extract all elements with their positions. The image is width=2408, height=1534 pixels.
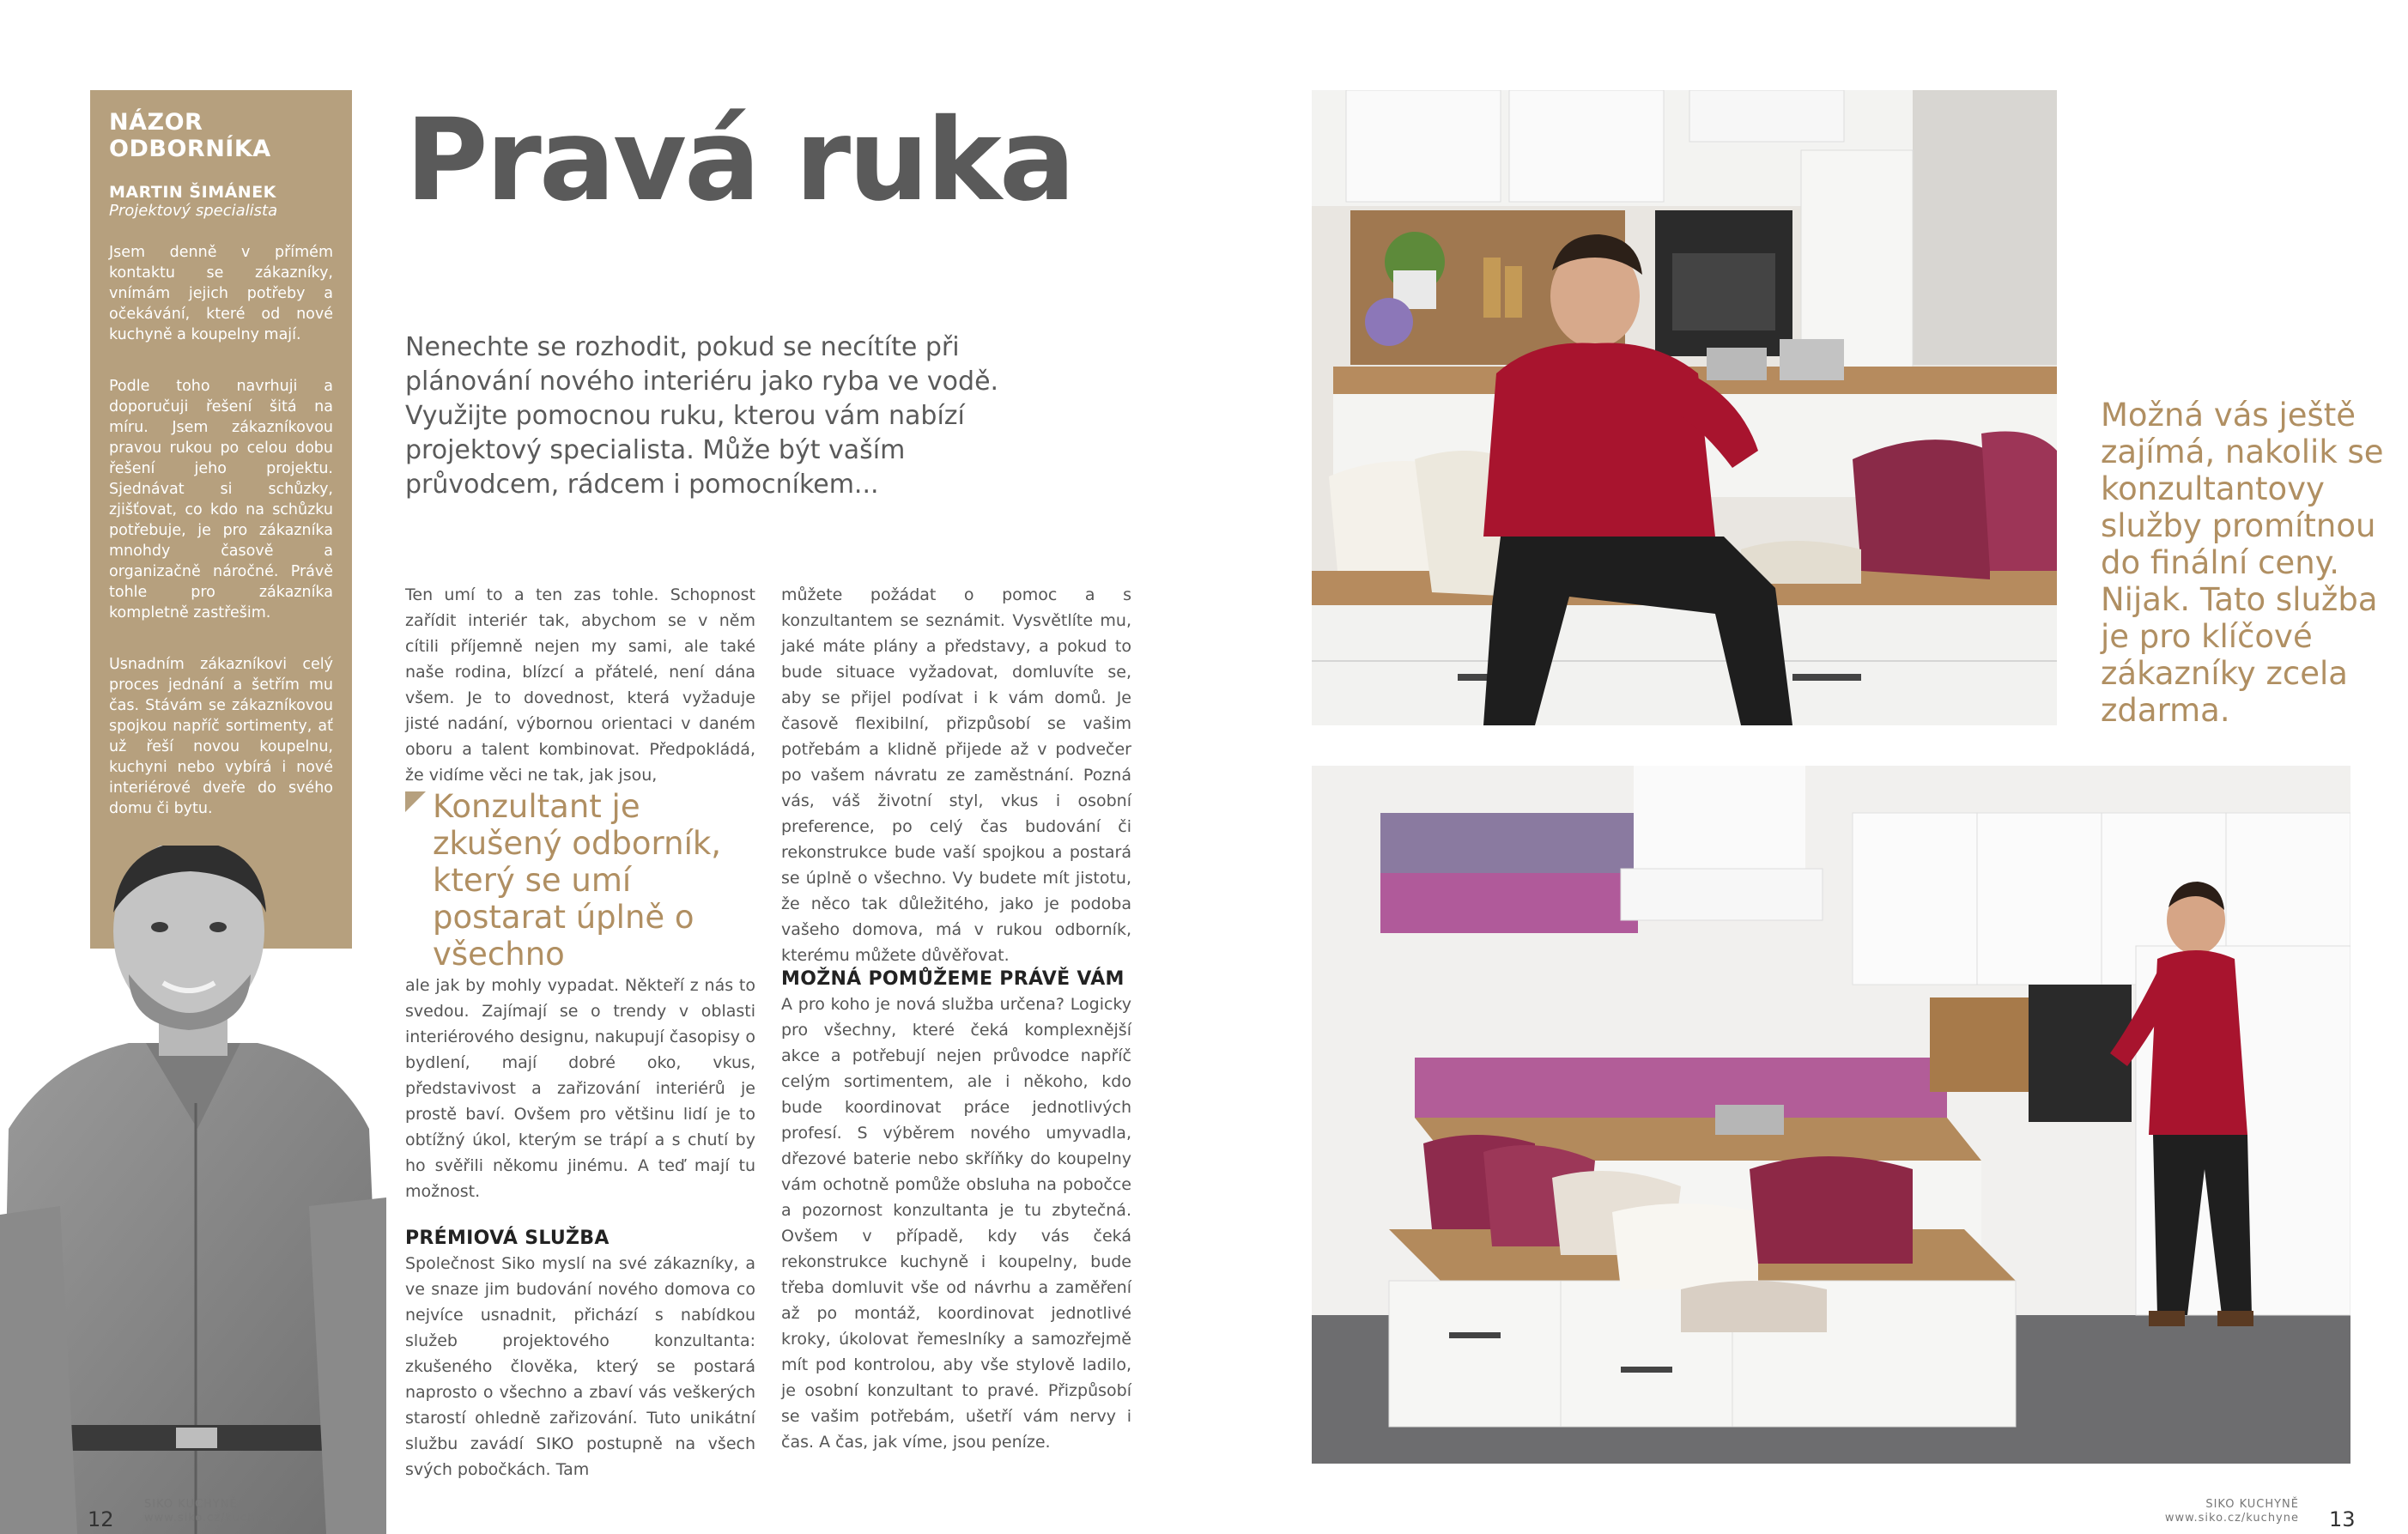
footer-brand-name: SIKO KUCHYNĚ bbox=[144, 1498, 238, 1511]
body-paragraph: A pro koho je nová služba určena? Logicky pro všechny, které čeká komplexnější akce a potřebují nejen průvodce napříč celým sortimentem, ale i někoho, kdo bude koordinovat práce jednotlivých profesí. S výběrem nového umyvadla, dřezové baterie nebo skříňky do koupelny vám ochotně pomůže obsluha na pobočce a pozornost konzultanta je tu zbytečná. Ovšem v případě, kdy vás čeká rekonstrukce kuchyně i koupelny, bude třeba domluvit vše od návrhu a zaměření až po montáž, koordinovat jednotlivé kroky, úkolovat řemeslníky a samozřejmě mít pod kontrolou, aby vše stylově ladilo, je osobní konzultant to pravé. Přizpůsobí se vašim potřebám, ušetří vám nervy i čas. A čas, jak víme, jsou peníze. bbox=[781, 995, 1131, 1452]
section-heading-maybe: MOŽNÁ POMŮŽEME PRÁVĚ VÁM bbox=[781, 968, 1125, 990]
expert-portrait-photo bbox=[0, 846, 386, 1534]
footer-brand-name: SIKO KUCHYNĚ bbox=[2205, 1498, 2299, 1511]
sidebar-paragraph: Podle toho navrhuji a doporučuji řešení šitá na míru. Jsem zákazníkovou pravou rukou po celou dobu řešení jeho projektu. Sjednávat si schůzky, zjišťovat, co kdo na schůzku potřebuje, je pro zákazníka mnohdy časově a organizačně náročné. Právě tohle pro zákazníka kompletně zastřešim. bbox=[109, 378, 333, 621]
footer-brand-right bbox=[2163, 1498, 2299, 1525]
sidebar-paragraph: Usnadním zákazníkovi celý proces jednání a šetřím mu čas. Stávám se zákazníkovou spojkou napříč sortimenty, ať už řeší novou koupelnu, kuchyni nebo vybírá i nové interiérové dveře do svého domu či bytu. bbox=[109, 656, 333, 817]
column-1-part-1 bbox=[405, 582, 755, 788]
page-number-right: 13 bbox=[2329, 1507, 2356, 1531]
column-1-part-2 bbox=[405, 973, 755, 1204]
side-quote: Možná vás ještě zajímá, nakolik se konzultantovy služby promítnou do finální ceny. Nijak. Tato služba je pro klíčové zákazníky zcela zdarma. bbox=[2101, 397, 2384, 729]
article-title: Pravá ruka bbox=[405, 94, 1073, 227]
column-2-part-2 bbox=[781, 968, 1131, 1455]
footer-brand-left bbox=[144, 1498, 278, 1525]
body-paragraph: Ten umí to a ten zas tohle. Schopnost zařídit interiér tak, abychom se v něm cítili příjemně nejen my sami, ale také naše rodina, blízcí a přátelé, není dána všem. Je to dovednost, která vyžaduje jisté nadání, výbornou orientaci v daném oboru a talent kombinovat. Předpokládá, že vidíme věci ne tak, jak jsou, bbox=[405, 585, 755, 785]
article-lead: Nenechte se rozhodit, pokud se necítíte při plánování nového interiéru jako ryba ve vodě. Využijte pomocnou ruku, kterou vám nabízí projektový specialista. Může být vaším průvodcem, rádcem i pomocníkem... bbox=[405, 332, 999, 500]
body-paragraph: ale jak by mohly vypadat. Někteří z nás to svedou. Zajímají se o trendy v oblasti interiérového designu, nakupují časopisy o bydlení, mají dobré oko, vkus, představivost a zařizování interiérů je prostě baví. Ovšem pro většinu lidí je to obtížný úkol, kterým se trápí a s chutí by ho svěřili někomu jinému. A teď mají tu možnost. bbox=[405, 976, 755, 1201]
quote-triangle-icon bbox=[405, 791, 426, 812]
column-2-part-1 bbox=[781, 582, 1131, 968]
section-heading-premium: PRÉMIOVÁ SLUŽBA bbox=[405, 1228, 610, 1249]
expert-role: Projektový specialista bbox=[109, 202, 278, 220]
column-1-part-3 bbox=[405, 1228, 755, 1482]
body-paragraph: můžete požádat o pomoc a s konzultantem se seznámit. Vysvětlíte mu, jaké máte plány a představy, a pokud to bude situace vyžadovat, domluvíte se, aby se přijel podívat i k vám domů. Je časově flexibilní, přizpůsobí se vašim potřebám a klidně přijede až v podvečer po vašem návratu ze zaměstnání. Pozná vás, váš životní styl, vkus i osobní preference, po celý čas budování či rekonstrukce bude vaší spojkou a postará se úplně o všechno. Vy budete mít jistotu, že něco tak důležitého, jako je podoba vašeho domova, má v rukou odborník, kterému můžete důvěřovat. bbox=[781, 585, 1131, 965]
sidebar-paragraph: Jsem denně v přímém kontaktu se zákazníky, vnímám jejich potřeby a očekávání, které od nové kuchyně a koupelny mají. bbox=[109, 244, 333, 343]
footer-url[interactable]: www.siko.cz/kuchyne bbox=[2164, 1512, 2299, 1525]
body-paragraph: Společnost Siko myslí na své zákazníky, a ve snaze jim budování nového domova co nejvíce usnadnit, přichází s nabídkou služeb projektového konzultanta: zkušeného člověka, který se postará naprosto o všechno a zbaví vás veškerých starostí ohledně zařizování. Tuto unikátní službu zavádí SIKO postupně na všech svých pobočkách. Tam bbox=[405, 1254, 755, 1479]
kitchen-photo-standing-consultant bbox=[1312, 766, 2350, 1464]
pull-quote-text: Konzultant je zkušený odborník, který se umí postarat úplně o všechno bbox=[433, 788, 722, 973]
sidebar-title: NÁZOR ODBORNÍKA bbox=[109, 109, 271, 162]
page-number-left: 12 bbox=[88, 1507, 114, 1531]
expert-name: MARTIN ŠIMÁNEK bbox=[109, 183, 276, 202]
expert-opinion-sidebar bbox=[90, 90, 352, 949]
pull-quote bbox=[405, 788, 766, 973]
kitchen-photo-seated-consultant bbox=[1312, 90, 2057, 725]
footer-url[interactable]: www.siko.cz/kuchyne bbox=[144, 1512, 279, 1525]
